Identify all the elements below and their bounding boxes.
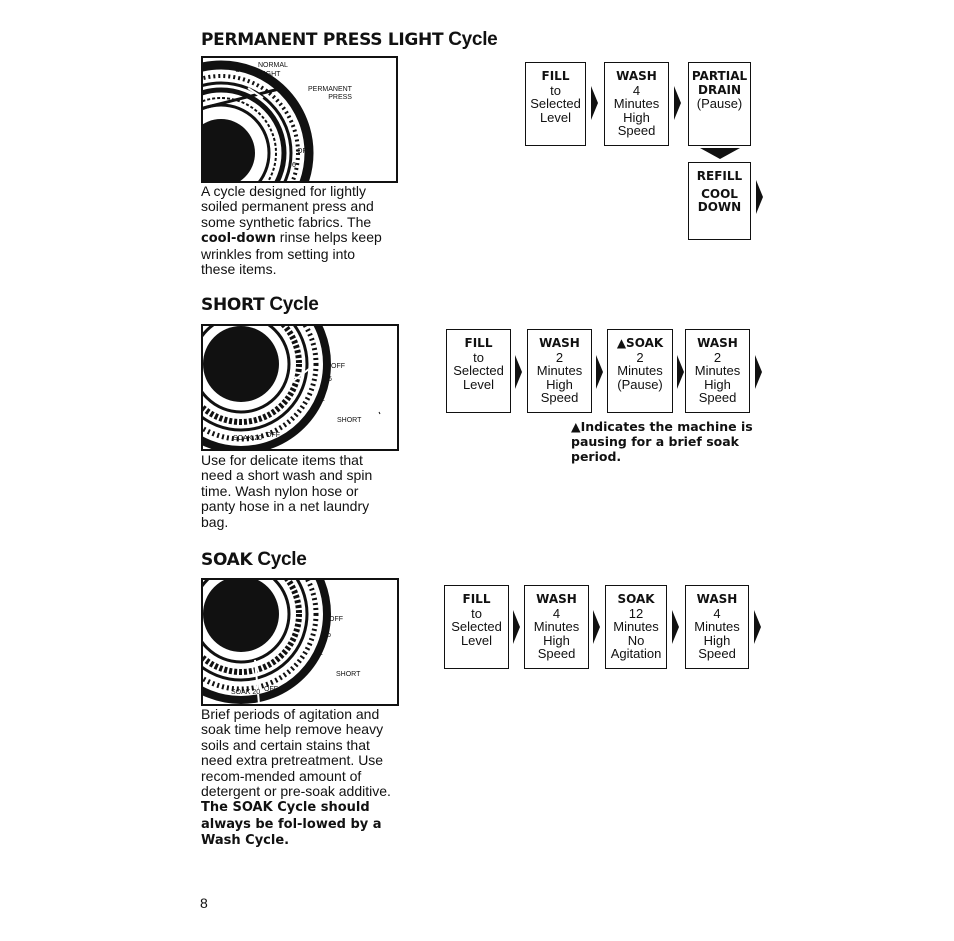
pp-step-partial-drain: PARTIAL DRAIN (Pause): [688, 62, 751, 146]
soak-heading: SOAK Cycle: [201, 549, 307, 570]
dial-knob-graphic: [203, 326, 397, 449]
short-step-wash-2: WASH 2 Minutes High Speed: [685, 329, 750, 413]
flow-arrow: [593, 610, 600, 644]
dial-label-number: 6: [292, 162, 296, 169]
dial-label-number: 2: [319, 650, 323, 657]
pp-step-fill: FILL to Selected Level: [525, 62, 586, 146]
pp-light-dial-illustration: [201, 56, 398, 183]
soak-description: Brief periods of agitation and soak time help remove heavy soils and certain stains that need extra pretreatment. Use recom-mended amount of detergent or pre-soak additive. The SOAK Cycle should always be fol-lowed by a Wash Cycle.: [201, 706, 391, 849]
soak-step-soak: SOAK 12 Minutes No Agitation: [605, 585, 667, 669]
pp-step-wash: WASH 4 Minutes High Speed: [604, 62, 669, 146]
short-heading: SHORT Cycle: [201, 294, 319, 315]
down-arrow-icon: [700, 148, 740, 160]
short-dial-illustration: [201, 324, 399, 451]
dial-label-light: 4 LIGHT: [254, 71, 281, 78]
dial-label-cycle-name: PERMANENT PRESS: [308, 86, 352, 101]
flow-arrow: [677, 355, 684, 389]
flow-arrow: [756, 180, 763, 214]
soak-step-fill: FILL to Selected Level: [444, 585, 509, 669]
flow-arrow: [672, 610, 679, 644]
dial-label-number: b: [327, 632, 331, 639]
short-step-wash: WASH 2 Minutes High Speed: [527, 329, 592, 413]
short-step-soak: ▲SOAK 2 Minutes (Pause): [607, 329, 673, 413]
short-description: Use for delicate items that need a short wash and spin time. Wash nylon hose or panty hose in a net laundry bag.: [201, 452, 373, 530]
pp-step-refill-cool-down: REFILL COOL DOWN: [688, 162, 751, 240]
dial-label-off-bottom: OFF: [264, 686, 278, 693]
dial-label-number: 2: [321, 396, 325, 403]
flow-arrow: [515, 355, 522, 389]
dial-label-cycle-name: SHORT: [337, 417, 362, 424]
soak-dial-illustration: [201, 578, 399, 706]
dial-label-off-side: OFF: [331, 363, 345, 370]
dial-label-off-side: OFF: [297, 148, 311, 155]
flow-arrow: [755, 355, 762, 389]
flow-arrow: [596, 355, 603, 389]
dial-label-cycle-name: SHORT: [336, 671, 361, 678]
dial-label-soak: SOAK 20: [233, 435, 263, 442]
flow-arrow: [754, 610, 761, 644]
soak-pause-note: ▲Indicates the machine is pausing for a brief soak period.: [571, 419, 753, 464]
soak-step-wash-2: WASH 4 Minutes High Speed: [685, 585, 749, 669]
dial-label-normal: NORMAL: [258, 62, 288, 69]
dial-label-off-bottom: OFF: [266, 432, 280, 439]
flow-arrow: [674, 86, 681, 120]
dial-label-r: R: [250, 67, 256, 74]
dial-label-off-side: OFF: [329, 616, 343, 623]
page-number: 8: [200, 895, 208, 911]
dial-label-off: OFF: [235, 67, 249, 74]
dial-knob-graphic: [203, 58, 396, 181]
flow-arrow: [591, 86, 598, 120]
pp-light-heading: PERMANENT PRESS LIGHT Cycle: [201, 29, 498, 50]
dial-knob-graphic: [203, 580, 397, 704]
flow-arrow: [513, 610, 520, 644]
pp-light-description: A cycle designed for lightly soiled permanent press and some synthetic fabrics. The cool-down rinse helps keep wrinkles from setting into these items.: [201, 183, 382, 278]
short-step-fill: FILL to Selected Level: [446, 329, 511, 413]
soak-step-wash: WASH 4 Minutes High Speed: [524, 585, 589, 669]
dial-label-soak: SOAK 20: [231, 689, 261, 696]
dial-label-number: 6: [328, 376, 332, 383]
